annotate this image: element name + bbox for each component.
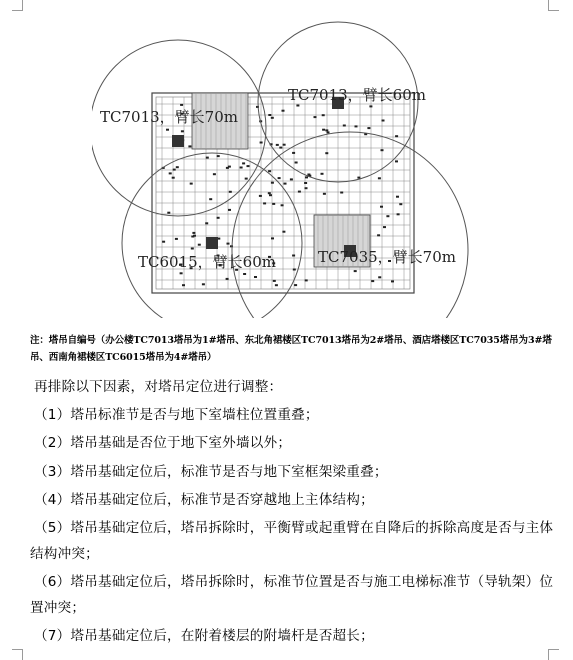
crop-mark-top-right: [548, 0, 559, 11]
figure-caption: 注：塔吊自编号（办公楼TC7013塔吊为1#塔吊、东北角裙楼区TC7013塔吊为2#塔吊、酒店塔楼区TC7035塔吊为3#塔吊、西南角裙楼区TC6015塔吊为4#塔吊）: [30, 335, 552, 363]
crane-base-4: [206, 237, 218, 249]
list-item-5: （5）塔吊基础定位后，塔吊拆除时，平衡臂或起重臂在自降后的拆除高度是否与主体结构冲突；: [30, 520, 554, 562]
list-item-2: （2）塔吊基础是否位于地下室外墙以外；: [34, 435, 292, 451]
crop-mark-top-left: [12, 0, 23, 11]
crop-mark-bottom-right: [548, 649, 559, 660]
list-item-6: （6）塔吊基础定位后，塔吊拆除时，标准节位置是否与施工电梯标准节（导轨架）位置冲突；: [30, 574, 554, 616]
crane-label-3: TC6015，臂长60m: [138, 253, 276, 271]
crop-mark-bottom-left: [12, 649, 23, 660]
list-item-3: （3）塔吊基础定位后，标准节是否与地下室框架梁重叠；: [34, 464, 388, 480]
list-item-1: （1）塔吊标准节是否与地下室墙柱位置重叠；: [34, 407, 319, 423]
list-item-4: （4）塔吊基础定位后，标准节是否穿越地上主体结构；: [34, 492, 374, 508]
crane-base-1: [172, 135, 184, 147]
crane-label-2: TC7013，臂长60m: [288, 86, 426, 104]
intro-paragraph: 再排除以下因素，对塔吊定位进行调整：: [34, 379, 283, 395]
crane-label-4: TC7035，臂长70m: [318, 248, 456, 266]
tower-crane-layout-drawing: [92, 18, 474, 318]
site-plan-svg: [92, 18, 474, 318]
crane-label-1: TC7013，臂长70m: [100, 108, 238, 126]
list-item-7: （7）塔吊基础定位后，在附着楼层的附墙杆是否超长；: [34, 628, 374, 644]
